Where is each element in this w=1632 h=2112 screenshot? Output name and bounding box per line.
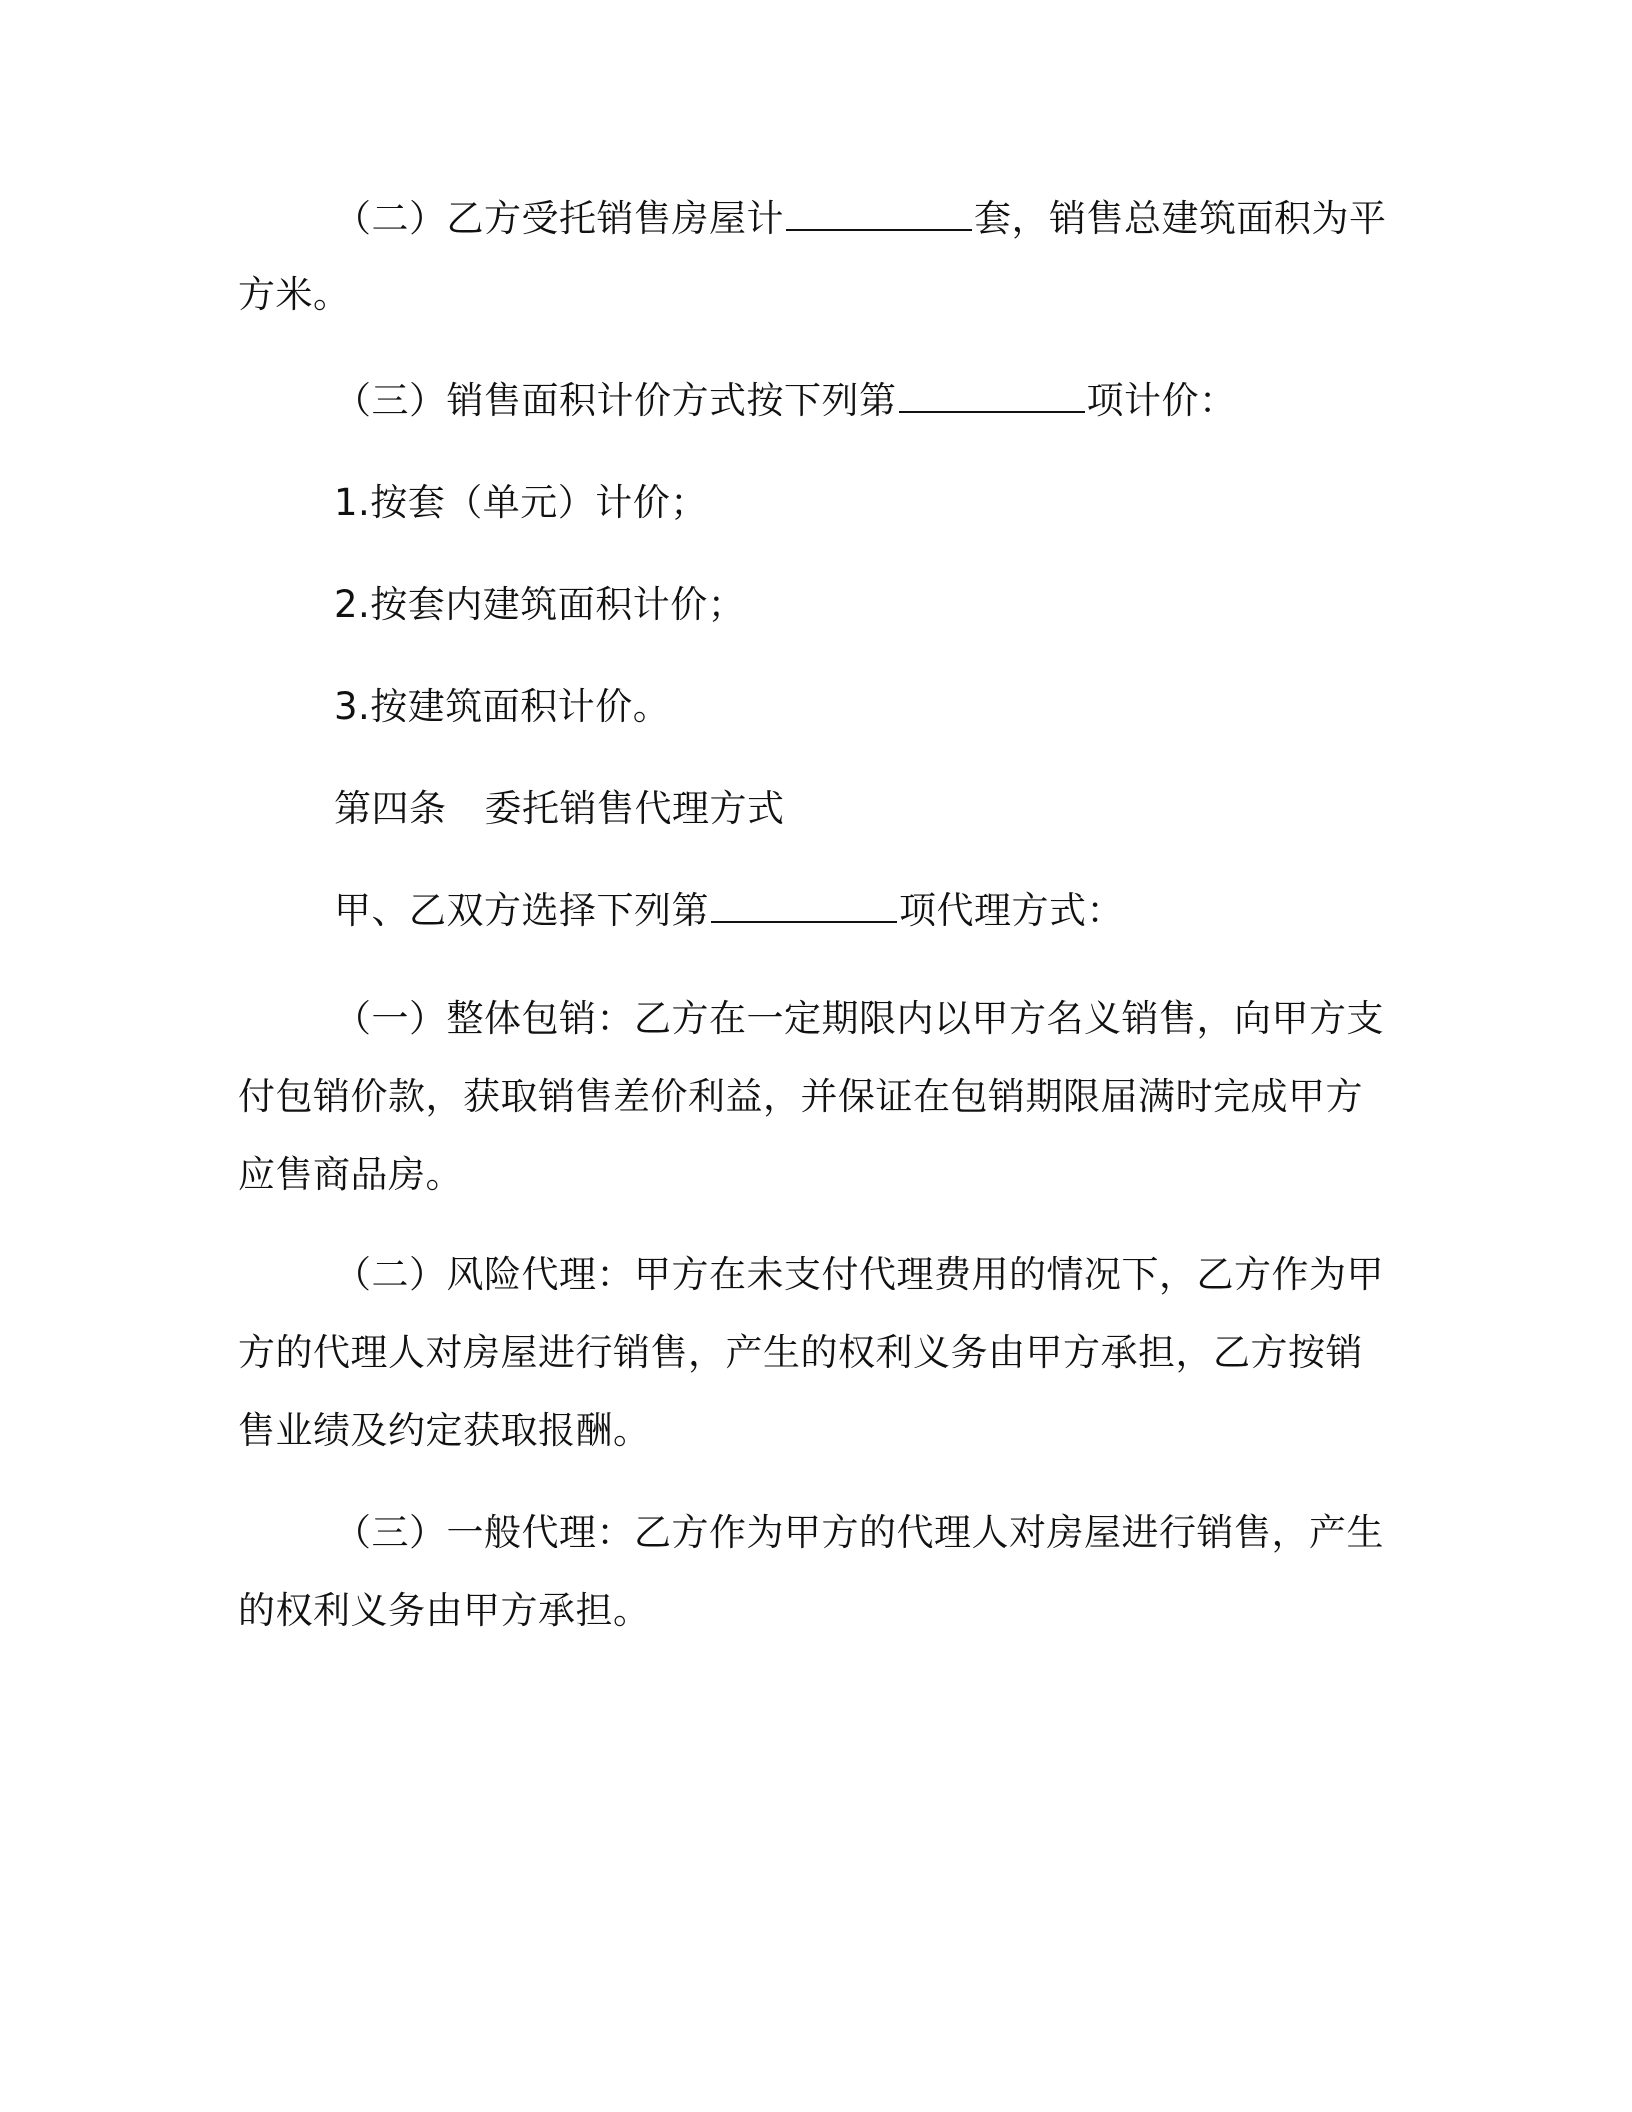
- list-item-text: 3.按建筑面积计价。: [334, 685, 671, 728]
- paragraph-text: 的权利义务由甲方承担。: [238, 1589, 651, 1632]
- paragraph-text: （二）风险代理：甲方在未支付代理费用的情况下，乙方作为甲: [334, 1253, 1384, 1296]
- list-item: [334, 668, 670, 746]
- paragraph-general-agency: [334, 1494, 1384, 1572]
- paragraph-continuation: [238, 1058, 1363, 1136]
- list-item: [334, 566, 745, 644]
- list-item-text: 1.按套（单元）计价；: [334, 481, 708, 524]
- paragraph-risk-agency: [334, 1236, 1384, 1314]
- list-item-text: 2.按套内建筑面积计价；: [334, 583, 746, 626]
- fill-blank-agency-item: [711, 891, 897, 923]
- paragraph-text: （一）整体包销：乙方在一定期限内以甲方名义销售，向甲方支: [334, 997, 1384, 1040]
- paragraph-text: （三）销售面积计价方式按下列第: [334, 379, 897, 422]
- article-title: 委托销售代理方式: [484, 787, 785, 830]
- paragraph-text: 套，销售总建筑面积为平: [974, 197, 1387, 240]
- paragraph-continuation: [238, 1136, 463, 1214]
- paragraph-text: （二）乙方受托销售房屋计: [334, 197, 784, 240]
- paragraph-text: 应售商品房。: [238, 1153, 463, 1196]
- article-heading: [334, 770, 785, 848]
- fill-blank-pricing-item: [899, 381, 1085, 413]
- list-item: [334, 464, 708, 542]
- paragraph-agency-choice: [334, 872, 1124, 950]
- paragraph-text: 项计价：: [1086, 379, 1237, 422]
- paragraph-text: 方米。: [238, 273, 351, 316]
- fill-blank-units: [786, 199, 972, 231]
- paragraph-continuation: [238, 1392, 651, 1470]
- paragraph-continuation: [238, 1572, 651, 1650]
- paragraph-package-sales: [334, 980, 1384, 1058]
- paragraph-text: 方的代理人对房屋进行销售，产生的权利义务由甲方承担，乙方按销: [238, 1331, 1363, 1374]
- paragraph-pricing-method: [334, 362, 1237, 440]
- paragraph-continuation: [238, 256, 351, 334]
- paragraph-text: 付包销价款，获取销售差价利益，并保证在包销期限届满时完成甲方: [238, 1075, 1363, 1118]
- paragraph-text: （三）一般代理：乙方作为甲方的代理人对房屋进行销售，产生: [334, 1511, 1384, 1554]
- paragraph-text: 甲、乙双方选择下列第: [334, 889, 709, 932]
- paragraph-text: 项代理方式：: [899, 889, 1124, 932]
- paragraph-continuation: [238, 1314, 1363, 1392]
- paragraph-sales-units: [334, 180, 1387, 258]
- paragraph-text: 售业绩及约定获取报酬。: [238, 1409, 651, 1452]
- article-number: 第四条: [334, 787, 447, 830]
